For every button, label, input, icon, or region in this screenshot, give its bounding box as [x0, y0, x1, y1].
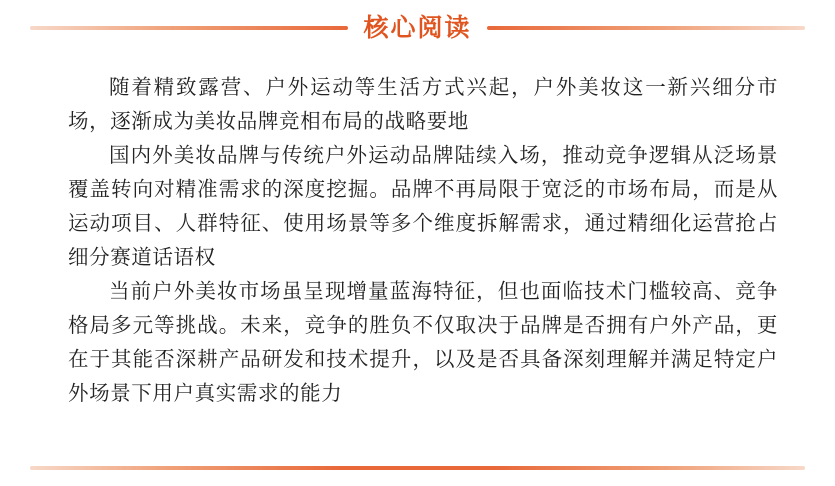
paragraph-1: 随着精致露营、户外运动等生活方式兴起，户外美妆这一新兴细分市场，逐渐成为美妆品牌竞相布局的战略要地: [68, 75, 778, 133]
section-title: 核心阅读: [363, 13, 472, 42]
article-body: [68, 70, 778, 410]
paragraph-3: 当前户外美妆市场虽呈现增量蓝海特征，但也面临技术门槛较高、竞争格局多元等挑战。未来，竞争的胜负不仅取决于品牌是否拥有户外产品，更在于其能否深耕产品研发和技术提升，以及是否具备深刻理解并满足特定户外场景下用户真实需求的能力: [68, 279, 778, 405]
footer-rule: [30, 466, 805, 470]
header-right-rule: [487, 26, 805, 30]
paragraph-2: 国内外美妆品牌与传统户外运动品牌陆续入场，推动竞争逻辑从泛场景覆盖转向对精准需求的深度挖掘。品牌不再局限于宽泛的市场布局，而是从运动项目、人群特征、使用场景等多个维度拆解需求，通过精细化运营抢占细分赛道话语权: [68, 143, 778, 269]
section-header: [30, 8, 805, 48]
